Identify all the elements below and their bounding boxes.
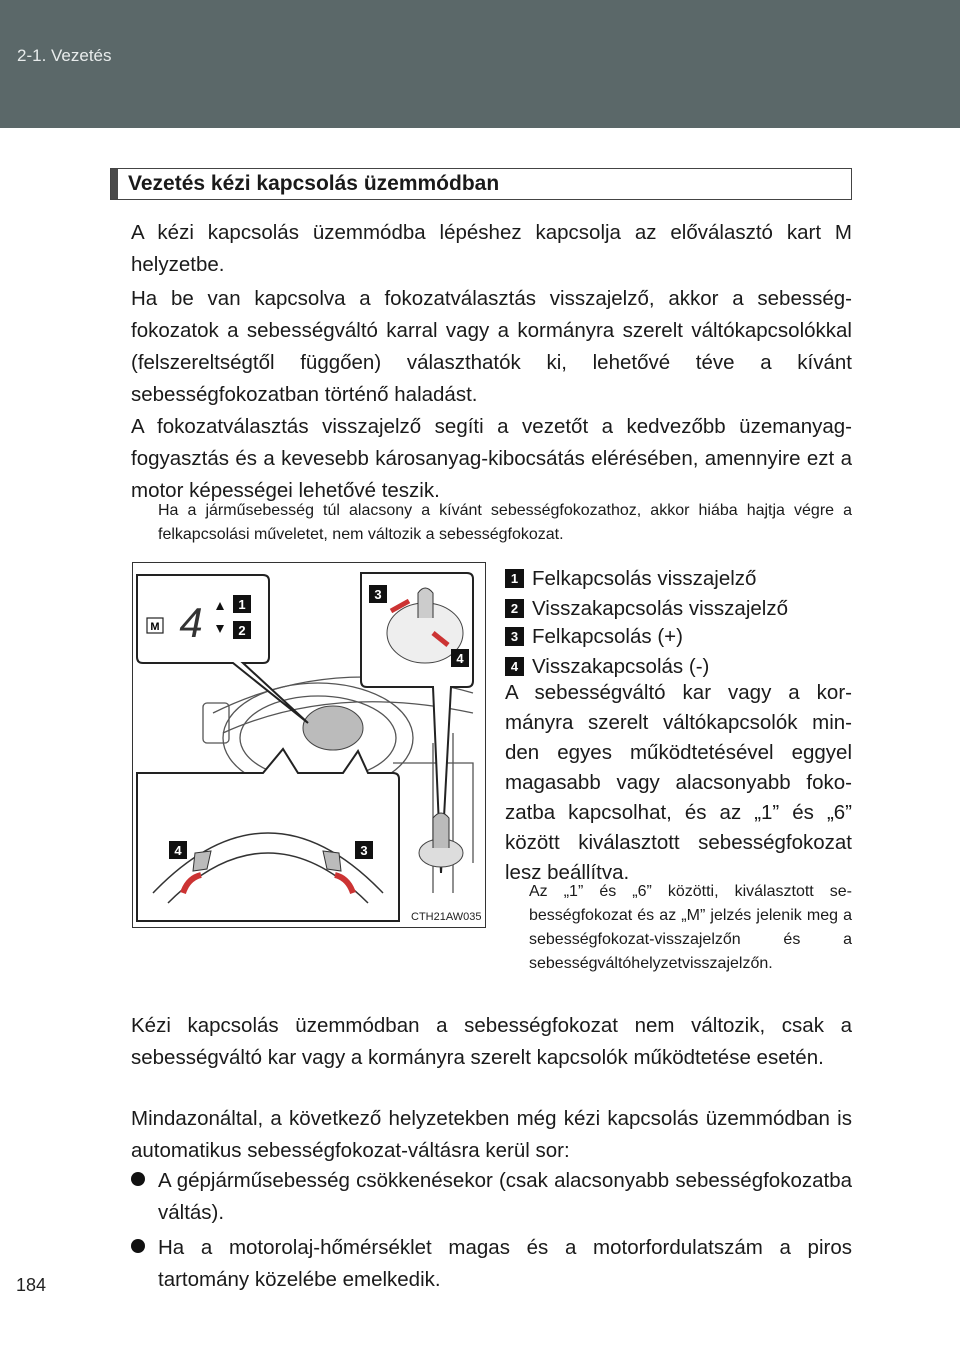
intro-paragraph-1: A kézi kapcsolás üzemmódba lépéshez kapcsolja az előválasztó kart M helyzetbe. xyxy=(131,221,852,276)
shift-illustration xyxy=(132,562,486,928)
callout-4-paddle: 4 xyxy=(174,843,182,858)
breadcrumb: 2-1. Vezetés xyxy=(17,46,112,65)
callout-2: 2 xyxy=(238,623,246,638)
callout-3-shifter: 3 xyxy=(374,587,382,602)
mode-badge: M xyxy=(150,621,160,633)
callout-3-paddle: 3 xyxy=(360,843,368,858)
legend-item-1: 1 Felkapcsolás visszajelző xyxy=(505,563,756,595)
callout-1: 1 xyxy=(238,597,246,612)
legend-item-4: 4 Visszakapcsolás (-) xyxy=(505,651,709,683)
body-paragraph-1: Kézi kapcsolás üzemmódban a sebességfokozat nem változik, csak a sebességváltó kar vagy a kormányra szerelt kapcsolók működtetése esetén. xyxy=(131,1014,852,1069)
note-low-speed: Ha a járműsebesség túl alacsony a kívánt sebességfokozathoz, akkor hiába hajtja végre a felkapcsolási műveletet, nem változik a sebességfokozat. xyxy=(158,502,852,543)
figure-code: CTH21AW035 xyxy=(411,911,482,923)
dashboard-drawing xyxy=(133,563,485,927)
body-paragraph-2: Mindazonáltal, a következő helyzetekben még kézi kapcsolás üzemmódban is automatikus sebességfokozat-váltásra kerül sor: xyxy=(131,1107,852,1162)
section-heading xyxy=(110,168,852,200)
heading-accent-bar xyxy=(111,169,118,199)
intro-paragraph-2: Ha be van kapcsolva a fokozatválasztás visszajelző, akkor a sebességfokozatok a sebességváltó karral vagy a kormányra szerelt váltókapcsolókkal (felszereltségtől függően) választhatók ki, lehetővé téve a kívánt sebességfokozatban történő haladást. xyxy=(131,287,852,406)
bullet-item-1: A gépjárműsebesség csökkenésekor (csak alacsonyabb sebességfokozatba váltás). xyxy=(158,1169,852,1224)
bullet-dot-2 xyxy=(131,1232,145,1264)
legend-item-2: 2 Visszakapcsolás visszajelző xyxy=(505,593,788,625)
legend-paragraph: A sebességváltó kar vagy a kormányra szerelt váltókapcsolók minden egyes működtetésével eggyel magasabb vagy alacsonyabb fokozatba kapcsolhat, és az „1” és „6” között kiválasztott sebességfokozat lesz beállítva. xyxy=(505,681,852,884)
callout-4-shifter: 4 xyxy=(456,651,464,666)
intro-paragraph-3: A fokozatválasztás visszajelző segíti a vezetőt a kedvezőbb üzemanyagfogyasztás és a kevesebb károsanyag-kibocsátás elérésében, amennyire ezt a motor képességei lehetővé teszik. xyxy=(131,415,852,502)
legend-item-3: 3 Felkapcsolás (+) xyxy=(505,621,683,653)
note-gear-display: Az „1” és „6” közötti, kiválasztott sebességfokozat és az „M” jelzés jelenik meg a sebességfokozat-visszajelzőn és a sebességváltóhelyzetvisszajelzőn. xyxy=(529,883,852,972)
page-number: 184 xyxy=(16,1275,47,1295)
bullet-item-2: Ha a motorolaj-hőmérséklet magas és a motorfordulatszám a piros tartomány közelébe emelkedik. xyxy=(158,1236,852,1291)
bullet-dot-1 xyxy=(131,1165,145,1197)
page-header xyxy=(0,0,960,128)
section-title: Vezetés kézi kapcsolás üzemmódban xyxy=(128,172,500,195)
gear-digit: 4 xyxy=(179,599,203,646)
